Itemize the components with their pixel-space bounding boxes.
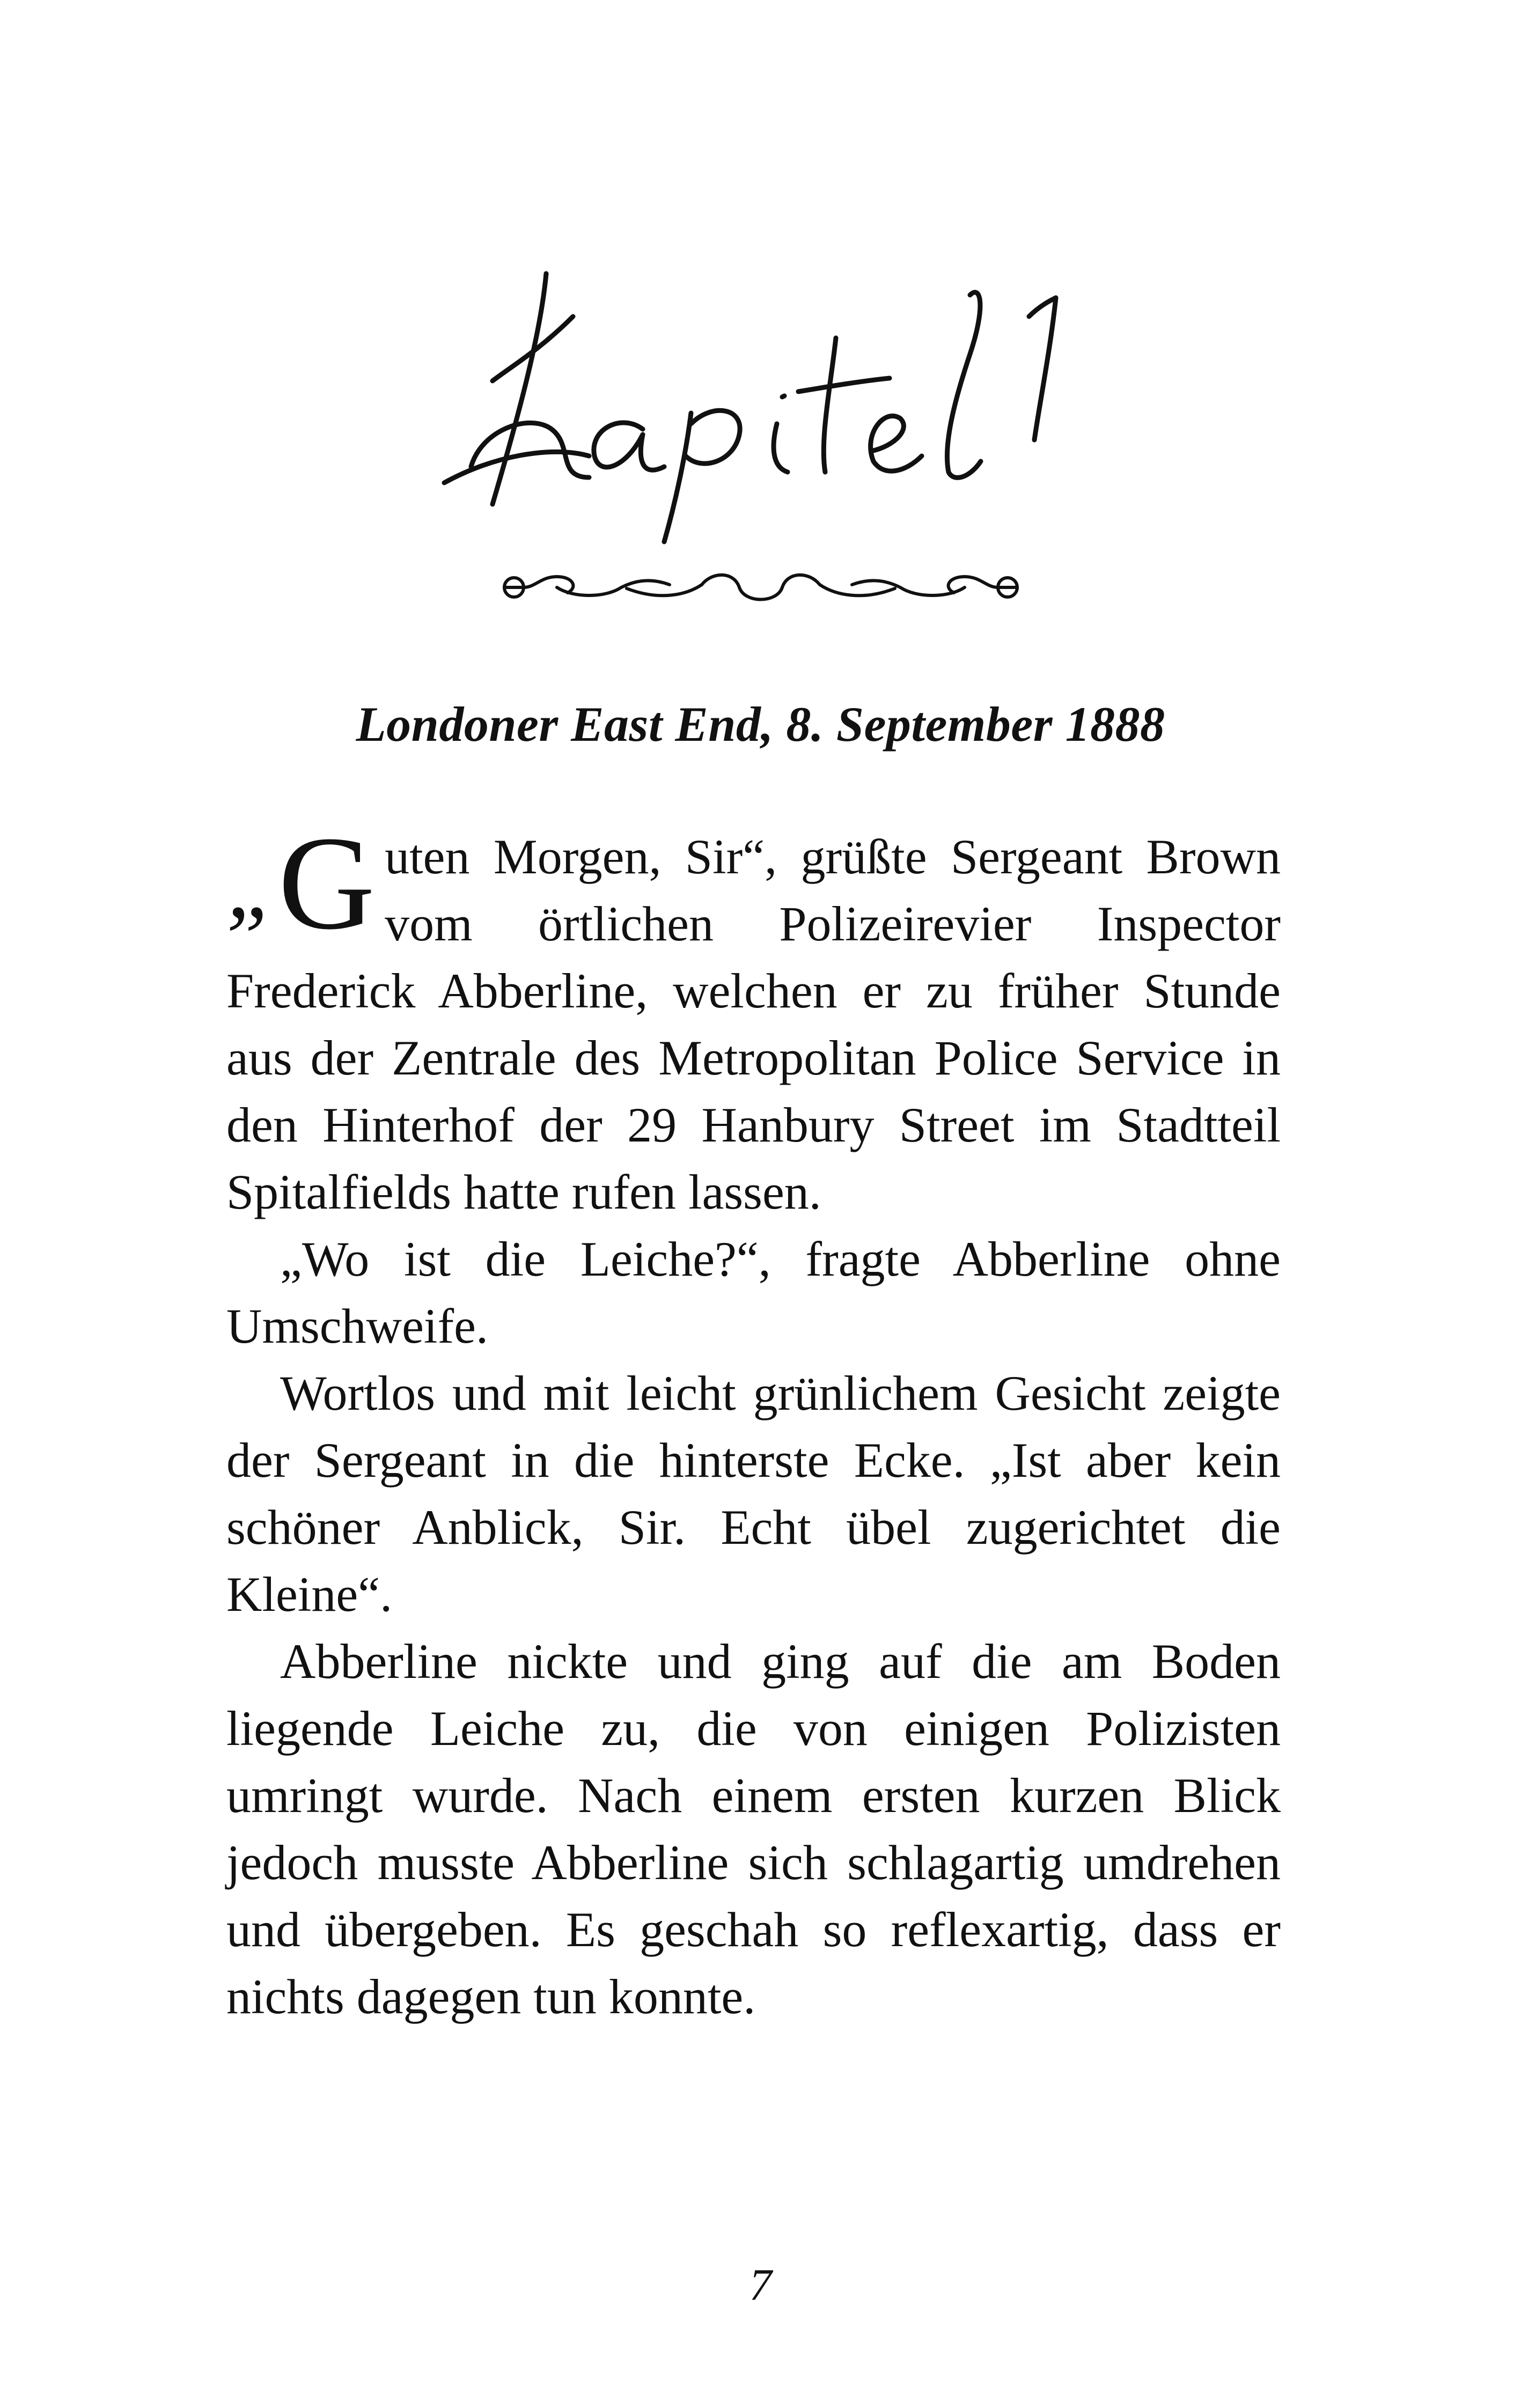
chapter-title <box>0 252 1521 553</box>
paragraph-4: Abberline nickte und ging auf die am Boden liegende Leiche zu, die von einigen Polizisten umringt wurde. Nach einem ersten kurzen Blick jedoch musste Abberline sich schlagartig umdrehen und übergeben. Es geschah so reflexartig, dass er nichts dagegen tun konnte. <box>226 1634 1281 2024</box>
flourish-divider-icon <box>498 555 1024 620</box>
drop-cap-letter: G <box>278 809 376 958</box>
scene-heading: Londoner East End, 8. September 1888 <box>356 697 1165 752</box>
paragraph-1-text: uten Morgen, Sir“, grüßte Sergeant Brown vom örtlichen Polizeirevier Inspector Frederick Abberline, welchen er zu früher Stunde aus der Zentrale des Metropolitan Police Service in den Hinterhof der 29 Hanbury Street im Stadtteil Spitalfields hatte rufen lassen. <box>226 829 1281 1219</box>
drop-cap <box>226 809 376 958</box>
chapter-body <box>226 809 1281 2030</box>
decorative-ornament <box>0 555 1521 620</box>
paragraph-3: Wortlos und mit leicht grünlichem Gesicht zeigte der Sergeant in die hinterste Ecke. „Ist aber kein schöner Anblick, Sir. Echt übel zugerichtet die Kleine“. <box>226 1366 1281 1622</box>
chapter-title-script <box>412 252 1109 553</box>
page-number: 7 <box>749 2260 772 2310</box>
paragraph-1 <box>226 809 1281 1226</box>
paragraph-2: „Wo ist die Leiche?“, fragte Abberline ohne Umschweife. <box>226 1232 1281 1353</box>
drop-cap-quote: „ <box>226 836 277 937</box>
